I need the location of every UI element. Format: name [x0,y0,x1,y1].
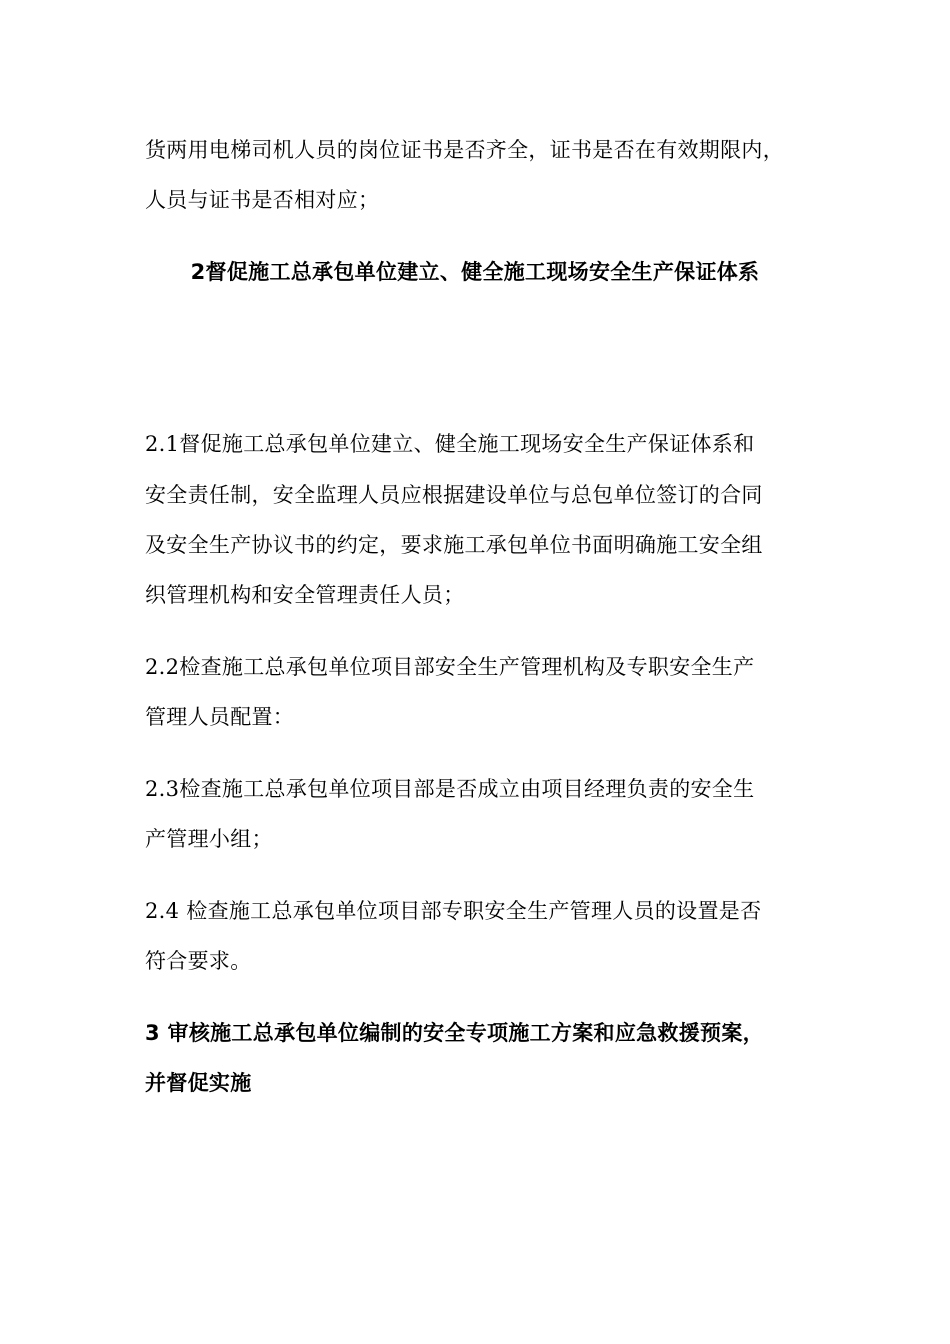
item-2-1-line-4: 织管理机构和安全管理责任人员； [145,583,465,607]
item-2-2-line-2: 管理人员配置： [145,705,295,729]
paragraph-intro-line-1: 货两用电梯司机人员的岗位证书是否齐全，证书是否在有效期限内， [145,138,784,162]
section-3-heading-line-1: 3 审核施工总承包单位编制的安全专项施工方案和应急救援预案， [145,1021,764,1045]
item-2-1-line-2: 安全责任制，安全监理人员应根据建设单位与总包单位签订的合同 [145,483,763,507]
item-2-4-line-2: 符合要求。 [145,949,252,973]
section-2-heading: 2督促施工总承包单位建立、健全施工现场安全生产保证体系 [190,260,760,284]
item-2-3-line-1: 2.3检查施工总承包单位项目部是否成立由项目经理负责的安全生 [145,777,755,801]
section-3-heading-line-2: 并督促实施 [145,1071,252,1095]
item-2-1-line-3: 及安全生产协议书的约定，要求施工承包单位书面明确施工安全组 [145,533,763,557]
item-2-2-line-1: 2.2检查施工总承包单位项目部安全生产管理机构及专职安全生产 [145,655,755,679]
item-2-3-line-2: 产管理小组； [145,827,273,851]
item-2-1-line-1: 2.1督促施工总承包单位建立、健全施工现场安全生产保证体系和 [145,432,755,456]
paragraph-intro-line-2: 人员与证书是否相对应； [145,188,380,212]
item-2-4-line-1: 2.4 检查施工总承包单位项目部专职安全生产管理人员的设置是否 [145,899,762,923]
